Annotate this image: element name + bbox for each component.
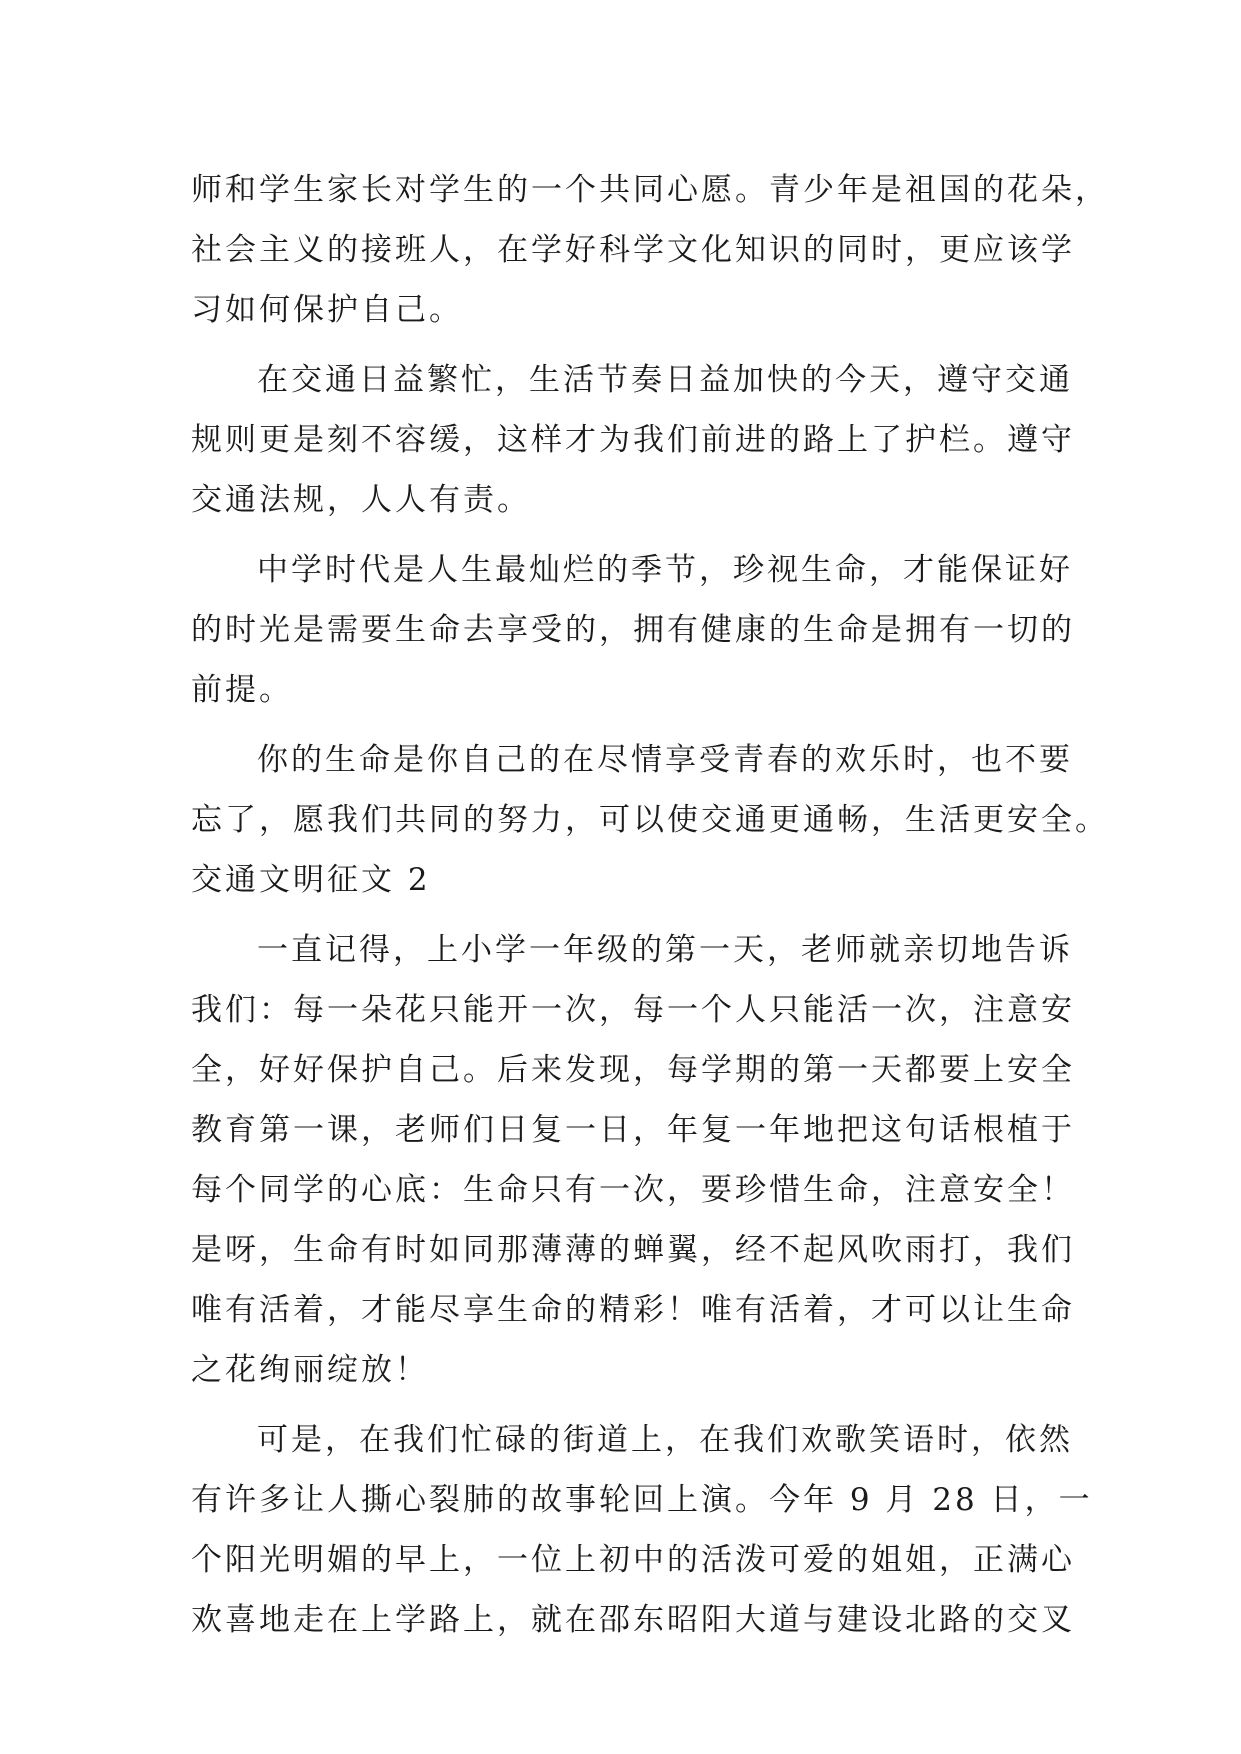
paragraph-start-line: 可是，在我们忙碌的街道上，在我们欢歌笑语时，依然 bbox=[257, 1422, 1073, 1458]
document-body bbox=[191, 160, 1109, 1650]
paragraph-start-line: 一直记得，上小学一年级的第一天，老师就亲切地告诉 bbox=[257, 932, 1073, 968]
text-line: 个阳光明媚的早上，一位上初中的活泼可爱的姐姐，正满心 bbox=[191, 1542, 1075, 1578]
paragraph-start-line: 在交通日益繁忙，生活节奏日益加快的今天，遵守交通 bbox=[257, 362, 1073, 398]
text-line: 欢喜地走在上学路上，就在邵东昭阳大道与建设北路的交叉 bbox=[191, 1602, 1075, 1638]
text-line: 唯有活着，才能尽享生命的精彩！唯有活着，才可以让生命 bbox=[191, 1292, 1075, 1328]
text-line: 习如何保护自己。 bbox=[191, 292, 463, 328]
paragraph-start-line: 中学时代是人生最灿烂的季节，珍视生命，才能保证好 bbox=[257, 552, 1073, 588]
text-line: 我们：每一朵花只能开一次，每一个人只能活一次，注意安 bbox=[191, 992, 1075, 1028]
text-line: 之花绚丽绽放！ bbox=[191, 1352, 429, 1388]
section-heading: 交通文明征文 2 bbox=[191, 862, 431, 898]
text-line: 规则更是刻不容缓，这样才为我们前进的路上了护栏。遵守 bbox=[191, 422, 1075, 458]
text-line: 全，好好保护自己。后来发现，每学期的第一天都要上安全 bbox=[191, 1052, 1075, 1088]
paragraph-start-line: 你的生命是你自己的在尽情享受青春的欢乐时，也不要 bbox=[257, 742, 1073, 778]
text-line: 的时光是需要生命去享受的，拥有健康的生命是拥有一切的 bbox=[191, 612, 1075, 648]
text-line: 教育第一课，老师们日复一日，年复一年地把这句话根植于 bbox=[191, 1112, 1075, 1148]
text-line: 社会主义的接班人，在学好科学文化知识的同时，更应该学 bbox=[191, 232, 1075, 268]
text-line: 是呀，生命有时如同那薄薄的蝉翼，经不起风吹雨打，我们 bbox=[191, 1232, 1075, 1268]
text-line: 师和学生家长对学生的一个共同心愿。青少年是祖国的花朵， bbox=[191, 172, 1109, 208]
text-line: 忘了，愿我们共同的努力，可以使交通更通畅，生活更安全。 bbox=[191, 802, 1109, 838]
text-line: 有许多让人撕心裂肺的故事轮回上演。今年 9 月 28 日，一 bbox=[191, 1482, 1093, 1518]
text-line: 每个同学的心底：生命只有一次，要珍惜生命，注意安全！ bbox=[191, 1172, 1075, 1208]
text-line: 前提。 bbox=[191, 672, 293, 708]
text-line: 交通法规，人人有责。 bbox=[191, 482, 531, 518]
